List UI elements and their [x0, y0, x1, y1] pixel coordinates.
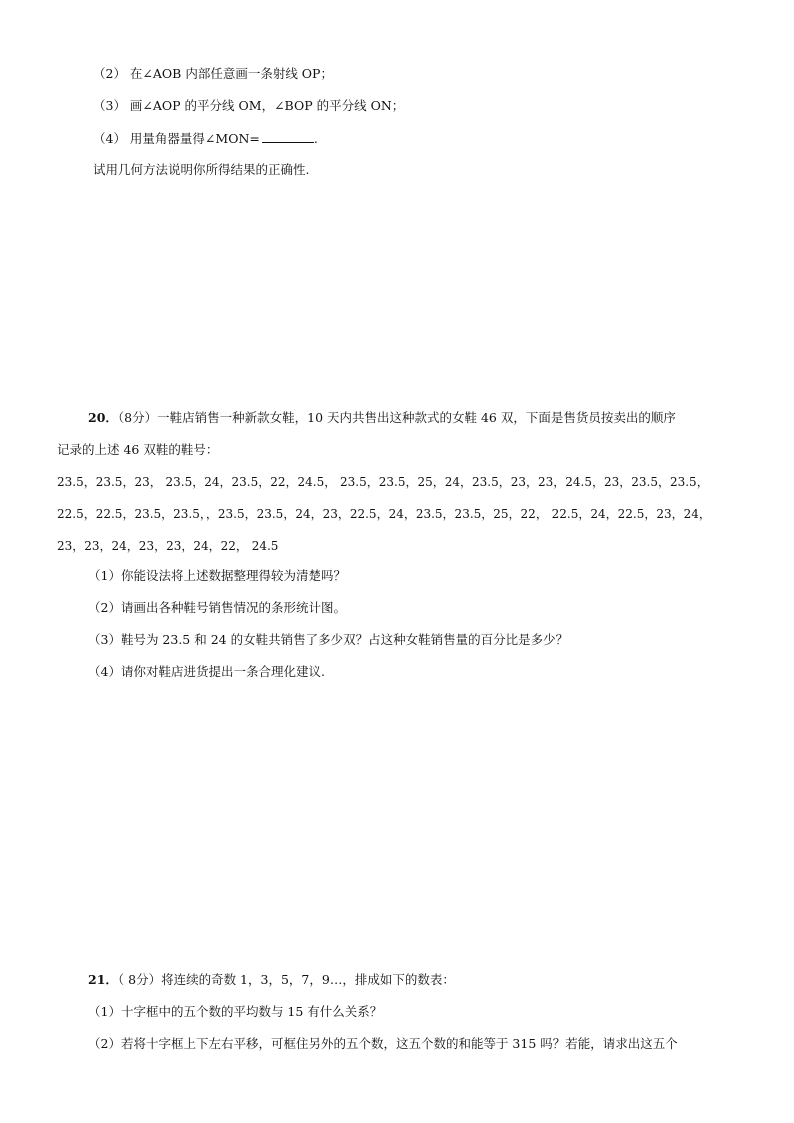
- q20-intro-text: （8分）一鞋店销售一种新款女鞋，10 天内共售出这种款式的女鞋 46 双，下面是售货员按卖出的顺序: [117, 410, 676, 425]
- q20-number: 20．: [88, 410, 118, 425]
- q19-step-4-period: .: [313, 131, 318, 146]
- q20-sub-3: （3）鞋号为 23.5 和 24 的女鞋共销售了多少双？占这种女鞋销售量的百分比是多少？: [88, 632, 569, 647]
- q19-prompt: 试用几何方法说明你所得结果的正确性.: [93, 162, 310, 177]
- q20-intro: [88, 410, 676, 426]
- q21-sub-1: （1）十字框中的五个数的平均数与 15 有什么关系？: [88, 1004, 383, 1019]
- q21-intro-text: （ 8分）将连续的奇数 1，3，5，7，9…，排成如下的数表：: [117, 972, 455, 987]
- q20-data-row-2: 22.5，22.5，23.5，23.5，，23.5，23.5，24，23，22.5，24，23.5，23.5，25，22， 22.5，24，22.5，23，24，: [57, 507, 711, 521]
- q20-sub-4: （4）请你对鞋店进货提出一条合理化建议.: [88, 664, 325, 679]
- q19-step-3: （3） 画∠AOP 的平分线 OM，∠BOP 的平分线 ON；: [93, 98, 405, 113]
- q20-sub-2: （2）请画出各种鞋号销售情况的条形统计图。: [88, 600, 346, 615]
- q21-intro: [88, 972, 455, 988]
- q20-data-row-1: 23.5，23.5，23， 23.5，24，23.5，22，24.5， 23.5，23.5，25，24，23.5，23，23，24.5，23，23.5，23.5，: [57, 475, 709, 489]
- q19-step-2: （2） 在∠AOB 内部任意画一条射线 OP；: [93, 66, 333, 81]
- q20-sub-1: （1）你能设法将上述数据整理得较为清楚吗？: [88, 568, 346, 583]
- q19-step-4: [93, 130, 318, 147]
- q20-data-row-3: 23，23，24，23，23，24，22， 24.5: [57, 539, 279, 553]
- q19-answer-blank: [262, 130, 314, 143]
- q20-intro-line-2: 记录的上述 46 双鞋的鞋号：: [57, 442, 219, 457]
- q21-number: 21．: [88, 972, 118, 987]
- q21-sub-2: （2）若将十字框上下左右平移，可框住另外的五个数，这五个数的和能等于 315 吗？若能，请求出这五个: [88, 1036, 678, 1051]
- q19-step-4-text: （4） 用量角器量得∠MON=: [93, 131, 260, 146]
